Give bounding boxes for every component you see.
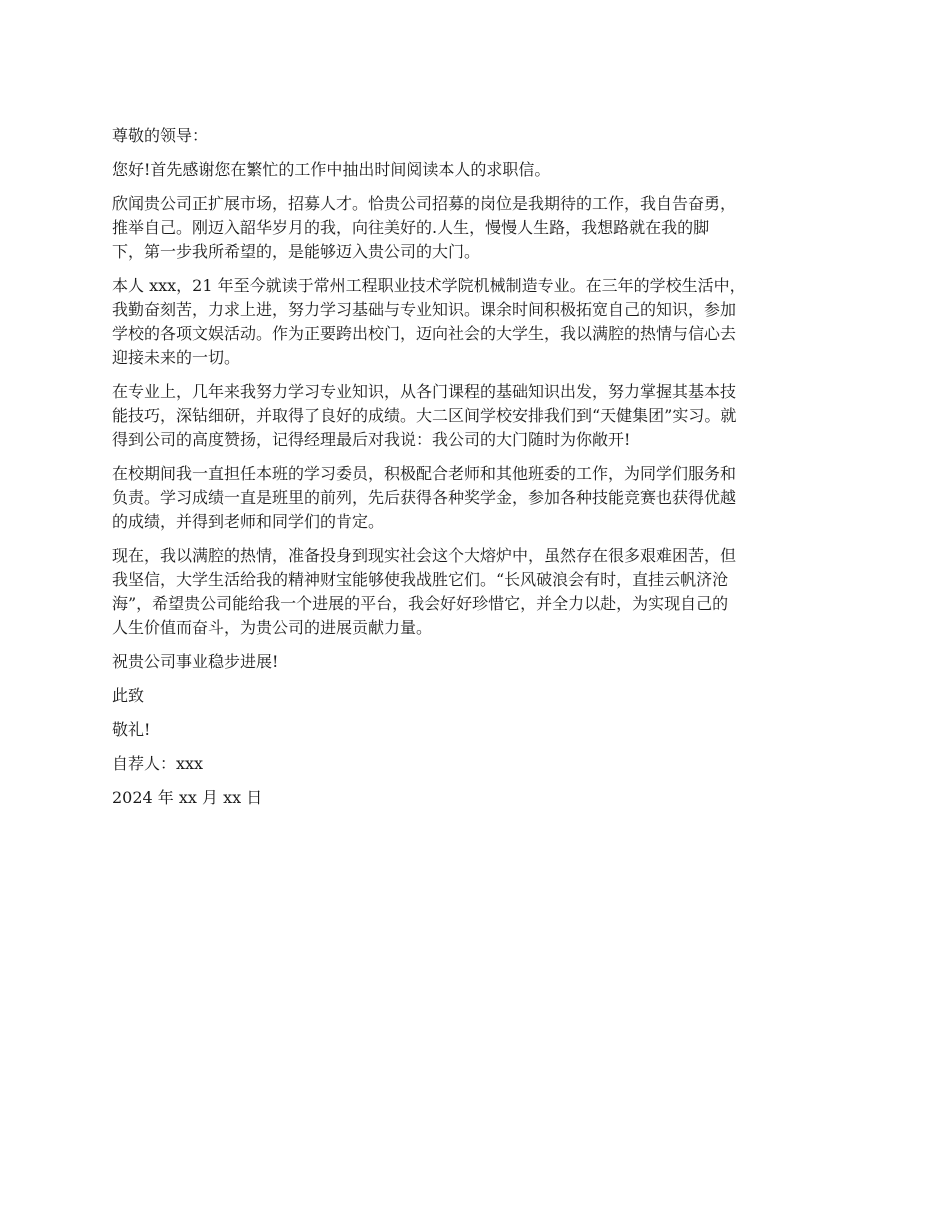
date (112, 786, 842, 810)
text-line: 此致 (112, 686, 145, 705)
signature (112, 752, 842, 776)
text-line: 得到公司的高度赞扬，记得经理最后对我说：我公司的大门随时为你敞开! (112, 430, 631, 449)
text-line: 负责。学习成绩一直是班里的前列，先后获得各种奖学金，参加各种技能竞赛也获得优越 (112, 488, 737, 507)
text-line: 2024 年 xx 月 xx 日 (112, 788, 263, 807)
text-line: 海”，希望贵公司能给我一个进展的平台，我会好好珍惜它，并全力以赴，为实现自己的 (112, 594, 729, 613)
paragraph-introduction (112, 192, 842, 264)
text-line: 人生价值而奋斗，为贵公司的进展贡献力量。 (112, 618, 433, 637)
text-line: 您好!首先感谢您在繁忙的工作中抽出时间阅读本人的求职信。 (112, 160, 551, 179)
text-line: 推举自己。刚迈入韶华岁月的我，向往美好的.人生，慢慢人生路，我想路就在我的脚 (112, 218, 710, 237)
paragraph-greeting (112, 158, 842, 182)
text-line: 我勤奋刻苦，力求上进，努力学习基础与专业知识。课余时间积极拓宽自己的知识，参加 (112, 300, 737, 319)
paragraph-campus (112, 462, 842, 534)
closing-salute (112, 718, 842, 742)
text-line: 本人 xxx，21 年至今就读于常州工程职业技术学院机械制造专业。在三年的学校生活中， (112, 276, 746, 295)
paragraph-professional (112, 380, 842, 452)
letter-body (112, 124, 842, 820)
closing-wish (112, 650, 842, 674)
text-line: 下，第一步我所希望的，是能够迈入贵公司的大门。 (112, 242, 481, 261)
text-line: 在校期间我一直担任本班的学习委员，积极配合老师和其他班委的工作，为同学们服务和 (112, 464, 737, 483)
text-line: 祝贵公司事业稳步进展! (112, 652, 279, 671)
text-line: 敬礼! (112, 720, 151, 739)
text-line: 学校的各项文娱活动。作为正要跨出校门，迈向社会的大学生，我以满腔的热情与信心去 (112, 324, 737, 343)
salutation (112, 124, 842, 148)
text-line: 欣闻贵公司正扩展市场，招募人才。恰贵公司招募的岗位是我期待的工作，我自告奋勇， (112, 194, 737, 213)
closing-phrase (112, 684, 842, 708)
text-line: 迎接未来的一切。 (112, 348, 241, 367)
paragraph-education (112, 274, 842, 370)
text-line: 在专业上，几年来我努力学习专业知识，从各门课程的基础知识出发，努力掌握其基本技 (112, 382, 737, 401)
text-line: 自荐人：xxx (112, 754, 204, 773)
text-line: 尊敬的领导： (112, 126, 209, 145)
text-line: 现在，我以满腔的热情，准备投身到现实社会这个大熔炉中，虽然存在很多艰难困苦，但 (112, 546, 737, 565)
text-line: 我坚信，大学生活给我的精神财宝能够使我战胜它们。“长风破浪会有时，直挂云帆济沧 (112, 570, 729, 589)
paragraph-aspiration (112, 544, 842, 640)
text-line: 的成绩，并得到老师和同学们的肯定。 (112, 512, 385, 531)
text-line: 能技巧，深钻细研，并取得了良好的成绩。大二区间学校安排我们到“天健集团”实习。就 (112, 406, 737, 425)
